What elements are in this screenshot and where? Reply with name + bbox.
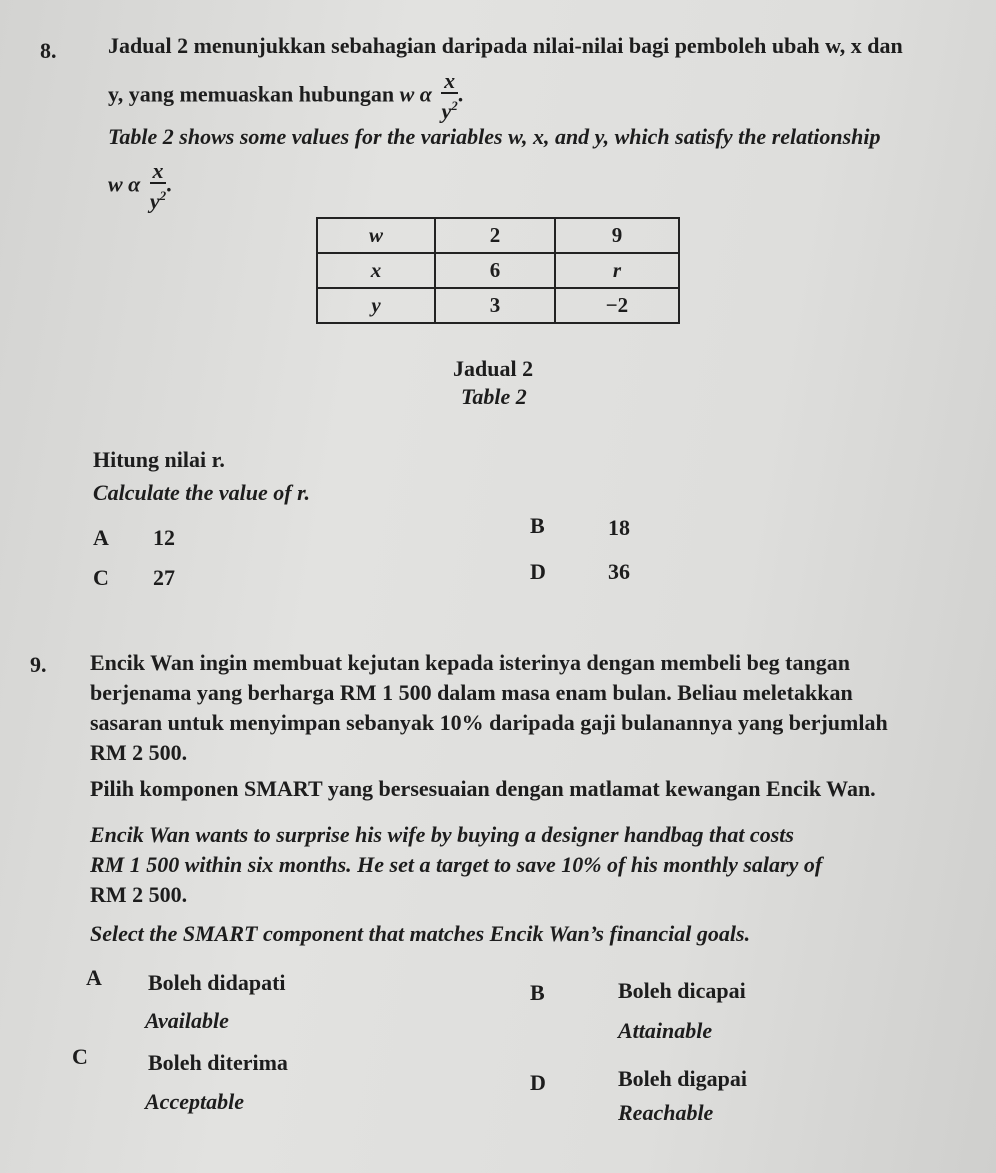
option-b-letter: B bbox=[530, 513, 545, 538]
question-9-malay-prompt: Pilih komponen SMART yang bersesuaian dengan matlamat kewangan Encik Wan. bbox=[90, 776, 876, 801]
table-row bbox=[317, 253, 679, 288]
question-9-number: 9. bbox=[30, 652, 47, 677]
question-9-english-prompt: Select the SMART component that matches Encik Wan’s financial goals. bbox=[90, 921, 751, 946]
question-8-instruction-english: Calculate the value of r. bbox=[93, 480, 310, 505]
relation-lhs: w α bbox=[399, 81, 432, 107]
table-row bbox=[317, 288, 679, 323]
question-8-english-line: Table 2 shows some values for the variables w, x, and y, which satisfy the relationship bbox=[108, 124, 881, 149]
relation-fraction: $\frac{x}{y^2}$ bbox=[441, 68, 458, 124]
paragraph-line: berjenama yang berharga RM 1 500 dalam masa enam bulan. Beliau meletakkan bbox=[90, 680, 853, 705]
paragraph-line: RM 2 500. bbox=[90, 882, 188, 907]
question-9-malay-paragraph bbox=[90, 648, 938, 768]
table-cell-label: y bbox=[317, 288, 435, 323]
option-d-value[interactable]: 36 bbox=[608, 559, 630, 584]
table-caption-malay: Jadual 2 bbox=[453, 356, 534, 381]
table-cell: 6 bbox=[435, 253, 555, 288]
q9-option-b-letter: B bbox=[530, 980, 545, 1005]
paragraph-line: Encik Wan wants to surprise his wife by buying a designer handbag that costs bbox=[90, 822, 794, 847]
table-2 bbox=[316, 217, 680, 324]
option-a-value[interactable]: 12 bbox=[153, 525, 175, 550]
question-8-instruction-malay: Hitung nilai r. bbox=[93, 447, 225, 472]
question-8-number: 8. bbox=[40, 38, 57, 63]
q9-option-a-english: Available bbox=[145, 1008, 229, 1033]
table-row bbox=[317, 218, 679, 253]
question-8-english-relation: w α $\frac{x}{y^2}$ . bbox=[108, 158, 172, 214]
option-c-value[interactable]: 27 bbox=[153, 565, 175, 590]
paragraph-line: RM 2 500. bbox=[90, 740, 188, 765]
q9-option-c-malay[interactable]: Boleh diterima bbox=[148, 1050, 288, 1075]
question-8-malay-line1: Jadual 2 menunjukkan sebahagian daripada nilai-nilai bagi pemboleh ubah w, x dan bbox=[108, 33, 903, 58]
q9-option-c-letter: C bbox=[72, 1044, 88, 1069]
q9-option-c-english: Acceptable bbox=[145, 1089, 244, 1114]
question-8-malay-line2: y, yang memuaskan hubungan w α $\frac{x}{y^2}$ . bbox=[108, 68, 464, 124]
table-cell: −2 bbox=[555, 288, 679, 323]
q9-option-d-english: Reachable bbox=[618, 1100, 714, 1125]
paragraph-line: RM 1 500 within six months. He set a target to save 10% of his monthly salary of bbox=[90, 852, 823, 877]
option-a-letter: A bbox=[93, 525, 109, 550]
question-9-english-paragraph bbox=[90, 820, 938, 910]
option-c-letter: C bbox=[93, 565, 109, 590]
q9-option-b-english: Attainable bbox=[618, 1018, 713, 1043]
option-d-letter: D bbox=[530, 559, 546, 584]
table-cell-label: w bbox=[317, 218, 435, 253]
paragraph-line: sasaran untuk menyimpan sebanyak 10% daripada gaji bulanannya yang berjumlah bbox=[90, 710, 888, 735]
q9-option-b-malay[interactable]: Boleh dicapai bbox=[618, 978, 746, 1003]
table-caption-english: Table 2 bbox=[461, 384, 527, 409]
q9-option-a-malay[interactable]: Boleh didapati bbox=[148, 970, 286, 995]
table-cell: 3 bbox=[435, 288, 555, 323]
q9-option-a-letter: A bbox=[86, 965, 102, 990]
table-cell: 2 bbox=[435, 218, 555, 253]
q9-option-d-malay[interactable]: Boleh digapai bbox=[618, 1066, 747, 1091]
table-cell-label: x bbox=[317, 253, 435, 288]
paragraph-line: Encik Wan ingin membuat kejutan kepada isterinya dengan membeli beg tangan bbox=[90, 650, 850, 675]
table-cell: 9 bbox=[555, 218, 679, 253]
table-cell: r bbox=[555, 253, 679, 288]
q9-option-d-letter: D bbox=[530, 1070, 546, 1095]
option-b-value[interactable]: 18 bbox=[608, 515, 630, 540]
